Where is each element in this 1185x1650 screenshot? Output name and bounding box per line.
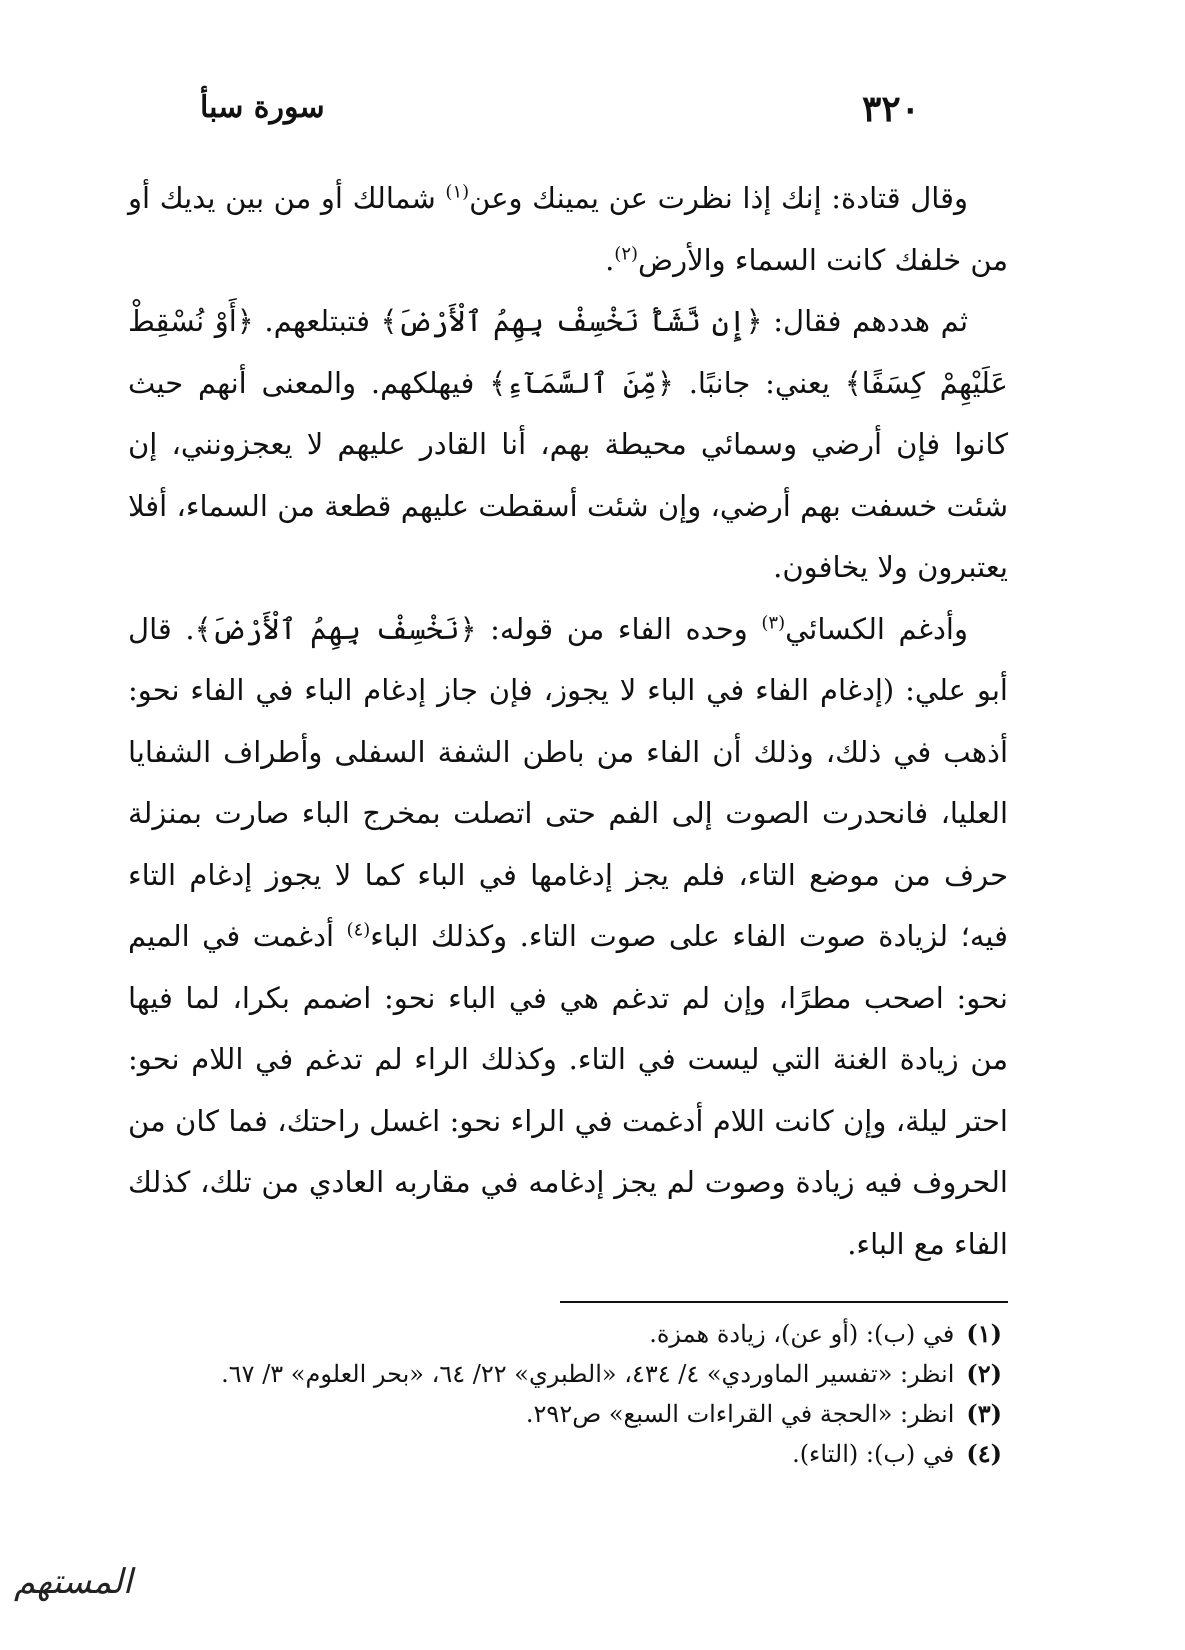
- text-run: أدغمت في الميم نحو: اصحب مطرًا، وإن لم تدغم هي في الباء نحو: اضمم بكرا، لما فيها من زيادة الغنة التي ليست في التاء. وكذلك الراء لم تدغم في اللام نحو: احتر ليلة، وإن كانت اللام أدغمت في الراء نحو: اغسل راحتك، فما كان من الحروف فيه زيادة وصوت لم يجز إدغامه في مقاربه العادي من تلك، كذلك الفاء مع الباء.: [128, 919, 1008, 1261]
- quran-quote: ﴿أَوْ نُسْقِطْ عَلَيْهِمْ كِسَفًا﴾: [128, 304, 1008, 400]
- footnote-3: [128, 1394, 1008, 1434]
- text-run: . قال أبو علي: (إدغام الفاء في الباء لا يجوز، فإن جاز إدغام الباء في الفاء نحو: أذهب في ذلك، وذلك أن الفاء من باطن الشفة السفلى وأطراف الشفايا العليا، فانحدرت الصوت إلى الفم حتى اتصلت بمخرج الباء صارت بمنزلة حرف من موضع التاء، فلم يجز إدغامها في الباء كما لا يجوز إدغام التاء فيه؛ لزيادة صوت الفاء على صوت التاء. وكذلك الباء: [128, 611, 1008, 953]
- footnote-text: انظر: «الحجة في القراءات السبع» ص٢٩٢.: [525, 1400, 955, 1428]
- text-run: وأدغم الكسائي: [785, 611, 968, 646]
- footnote-text: في (ب): (التاء).: [792, 1440, 955, 1468]
- quran-quote: ﴿مِّنَ ٱلسَّمَآءِ﴾: [489, 365, 674, 400]
- footnote-ref: (٤): [346, 919, 371, 941]
- stamp-mark: المستهم: [14, 1562, 133, 1602]
- footnote-ref: (٢): [614, 242, 639, 264]
- paragraph: [128, 168, 1008, 291]
- text-run: يعني: جانبًا.: [673, 365, 845, 400]
- quran-quote: ﴿إِن نَّشَأْ نَخْسِفْ بِهِمُ ٱلْأَرْضَ﴾: [380, 304, 763, 338]
- footnote-1: [128, 1314, 1008, 1354]
- footnotes: [128, 1314, 1008, 1474]
- page-number: ٣٢٠: [861, 88, 920, 130]
- text-run: فيهلكهم. والمعنى أنهم حيث كانوا فإن أرضي وسمائي محيطة بهم، أنا القادر عليهم لا يعجزونني، إن شئت خسفت بهم أرضي، وإن شئت أسقطت عليهم قطعة من السماء، أفلا يعتبرون ولا يخافون.: [128, 365, 1008, 584]
- text-run: شمالك أو من بين يديك أو من خلفك كانت السماء والأرض: [128, 181, 1008, 277]
- footnote-ref: (١): [445, 181, 470, 203]
- paragraph: [128, 291, 1008, 599]
- footnote-text: انظر: «تفسير الماوردي» ٤/ ٤٣٤، «الطبري» ٢٢/ ٦٤، «بحر العلوم» ٣/ ٦٧.: [221, 1360, 955, 1388]
- paragraph: [128, 599, 1008, 1276]
- footnote-4: [128, 1434, 1008, 1474]
- text-run: وقال قتادة: إنك إذا نظرت عن يمينك وعن: [469, 181, 968, 215]
- footnote-2: [128, 1354, 1008, 1394]
- main-text: [128, 168, 1008, 1275]
- text-run: وحده الفاء من قوله:: [476, 611, 762, 646]
- quran-quote: ﴿نَخْسِفْ بِهِمُ ٱلْأَرْضَ﴾: [194, 611, 477, 646]
- text-run: .: [605, 242, 615, 277]
- footnote-text: في (ب): (أو عن)، زيادة همزة.: [649, 1320, 955, 1348]
- footnote-number: (٢): [966, 1359, 1002, 1388]
- text-run: ثم هددهم فقال:: [762, 304, 969, 338]
- footnote-number: (٤): [966, 1439, 1002, 1468]
- running-title: سورة سبأ: [200, 90, 325, 125]
- page-header: [200, 78, 920, 138]
- footnote-divider: [560, 1301, 1008, 1303]
- footnote-number: (١): [966, 1319, 1002, 1348]
- text-run: فتبتلعهم.: [253, 304, 381, 338]
- library-stamp-logo: [6, 1560, 133, 1632]
- footnote-number: (٣): [966, 1399, 1002, 1428]
- footnote-ref: (٣): [761, 611, 786, 633]
